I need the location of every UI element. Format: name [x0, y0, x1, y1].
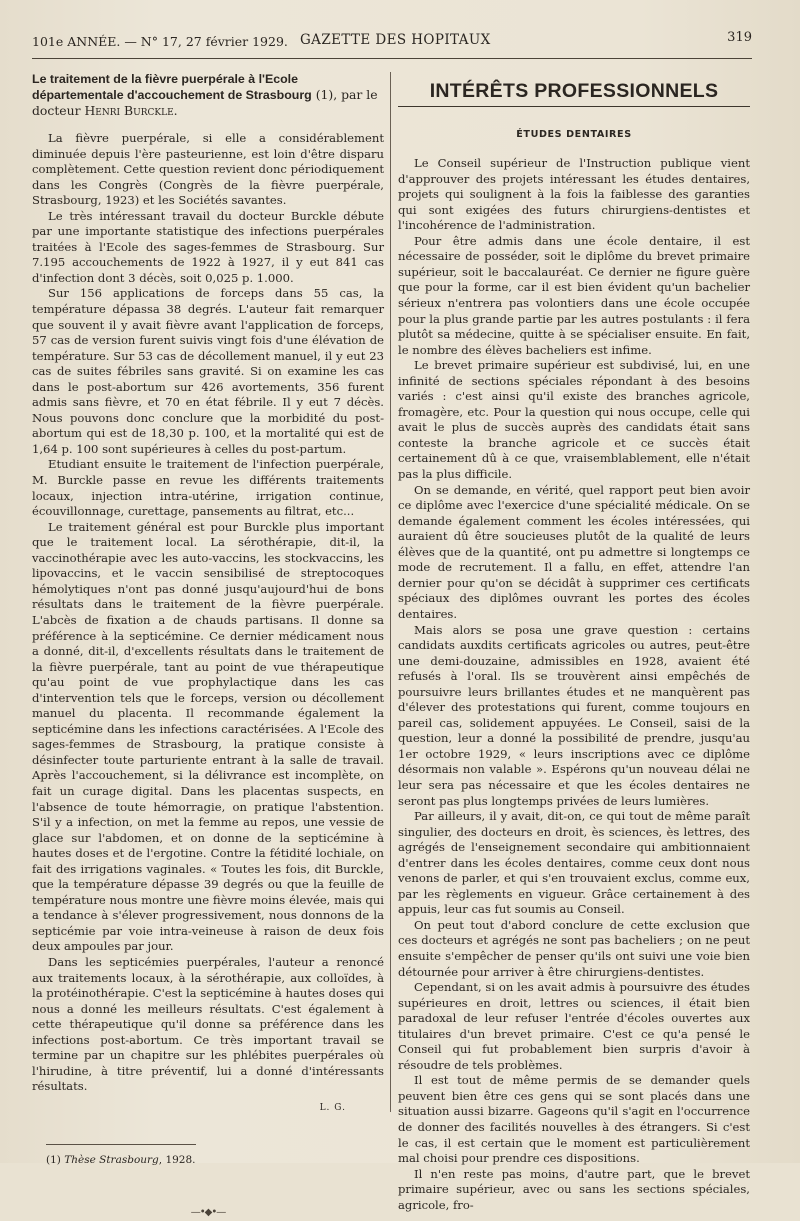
paragraph: On se demande, en vérité, quel rapport peut bien avoir ce diplôme avec l'exercice d'une spécialité médicale. On se demande également comment les écoles intéressées, qui auraient dû être soucieuses plutôt de la qualité de leurs élèves que de la quantité, ont pu admettre si longtemps ce mode de recrutement. Il a fallu, en effet, attendre l'an dernier pour qu'on se décidât à supprimer ces certificats spéciaux des diplômes ouvrant les portes des écoles dentaires.: [398, 482, 750, 621]
column-divider: [390, 72, 391, 1112]
paragraph: Mais alors se posa une grave question : certains candidats auxdits certificats agricoles ou autres, peut-être une demi-douzaine, admissibles en 1928, avaient été refusés à l'oral. Ils se trouvèrent ainsi empêchés de poursuivre leurs brillantes études et ne manquèrent pas d'élever des protestations qui furent, comme toujours en pareil cas, solidement appuyées. Le Conseil, saisi de la question, leur a donné la possibilité de prendre, jusqu'au 1er octobre 1929, « leurs inscriptions avec ce diplôme désormais non valable ». Espérons qu'un nouveau délai ne leur sera pas nécessaire et que les écoles dentaires ne seront pas plus longtemps privées de leurs lumières.: [398, 622, 750, 808]
paragraph: Etudiant ensuite le traitement de l'infection puerpérale, M. Burckle passe en revue les différents traitements locaux, injection intra-utérine, irrigation continue, écouvillonnage, curettage, pansements au filtrat, etc...: [32, 457, 384, 519]
paragraph: Le traitement général est pour Burckle plus important que le traitement local. La sérothérapie, dit-il, la vaccinothérapie avec les auto-vaccins, les stockvaccins, les lipovaccins, et le vaccin sensibilisé de streptocoques hémolytiques n'ont pas donné jusqu'aujourd'hui de bons résultats dans le traitement de la fièvre puerpérale. L'abcès de fixation a de chauds partisans. Il donne sa préférence à la septicémine. Ce dernier médicament nous a donné, dit-il, d'excellents résultats dans le traitement de la fièvre puerpérale, tant au point de vue thérapeutique qu'au point de vue prophylactique dans les cas d'intervention tels que le forceps, version ou décollement manuel du placenta. Il recommande également la septicémine dans les infections caractérisées. A l'Ecole des sages-femmes de Strasbourg, la pratique consiste à désinfecter toute parturiente entrant à la salle de travail. Après l'accouchement, si la délivrance est incomplète, on fait un curage digital. Dans les placentas suspects, en l'absence de toute hémorragie, on pratique l'abstention. S'il y a infection, on met la femme au repos, une vessie de glace sur l'abdomen, et on donne de la septicémine à hautes doses et de l'ergotine. Contre la fétidité lochiale, on fait des irrigations vaginales. « Toutes les fois, dit Burckle, que la température dépasse 39 degrés ou que la feuille de température nous montre une fièvre moins élevée, mais qui a tendance à s'élever progressivement, nous donnons de la septicémie par voie intra-veineuse à raison de deux fois deux ampoules par jour.: [32, 519, 384, 954]
paragraph: Il n'en reste pas moins, d'autre part, que le brevet primaire supérieur, avec ou sans les sections spéciales, agricole, fro-: [398, 1166, 750, 1212]
page-number: 319: [727, 30, 752, 45]
subsection-title: ÉTUDES DENTAIRES: [516, 128, 632, 140]
paragraph: Le brevet primaire supérieur est subdivisé, lui, en une infinité de sections spéciales répondant à des besoins variés : c'est ainsi qu'il existe des branches agricole, fromagère, etc. Pour la question qui nous occupe, celle qui avait le plus de succès auprès des candidats était sans conteste la branche agricole et ce succès était certainement dû à ce que, vraisemblablement, elle n'était pas la plus difficile.: [398, 358, 750, 482]
paragraph: Le très intéressant travail du docteur Burckle débute par une importante statistique des infections puerpérales traitées à l'Ecole des sages-femmes de Strasbourg. Sur 7.195 accouchements de 1922 à 1927, il y eut 841 cas d'infection dont 3 décès, soit 0,025 p. 1.000.: [32, 208, 384, 285]
right-column: [398, 80, 750, 1213]
footnote-number: (1): [46, 1154, 65, 1167]
section-title: INTÉRÊTS PROFESSIONNELS: [398, 84, 750, 107]
paragraph: On peut tout d'abord conclure de cette exclusion que ces docteurs et agrégés ne sont pas bacheliers ; on ne peut ensuite s'empêcher de penser qu'ils ont suivi une voie bien détournée pour arriver à être chirurgiens-dentistes.: [398, 917, 750, 979]
header-rule: [32, 58, 752, 59]
paragraph: Il est tout de même permis de se demander quels peuvent bien être ces gens qui se sont placés dans une situation aussi bizarre. Gageons qu'il s'agit en l'occurrence de donner des facilités nouvelles à des étrangers. Si c'est le cas, il est certain que le moment est particulièrement mal choisi pour prendre ces dispositions.: [398, 1073, 750, 1166]
issue-info: 101e ANNÉE. — N° 17, 27 février 1929.: [32, 34, 288, 49]
article-author: Henri Burckle.: [84, 103, 178, 118]
article-title-note: (1), par le docteur: [32, 87, 378, 118]
footnote-rest: , 1928.: [158, 1154, 196, 1167]
paragraph: Le Conseil supérieur de l'Instruction publique vient d'approuver des projets intéressant les études dentaires, projets qui soulignent à la fois la faiblesse des garanties qui sont exigées des futurs chirurgiens-dentistes et l'incohérence de l'administration.: [398, 156, 750, 233]
article-title: [32, 72, 384, 119]
paragraph: Sur 156 applications de forceps dans 55 cas, la température dépassa 38 degrés. L'auteur fait remarquer que souvent il y avait fièvre avant l'application de forceps, 57 cas de version furent suivis vingt fois d'une élévation de température. Sur 53 cas de décollement manuel, il y eut 23 cas de suites fébriles sans gravité. Si on examine les cas dans le post-abortum sur 426 avortements, 356 furent admis sans fièvre, et 70 en état fébrile. Il y eut 7 décès. Nous pouvons donc conclure que la morbidité du post-abortum qui est de 18,30 p. 100, et la mortalité qui est de 1,64 p. 100 sont supérieures à celles du post-partum.: [32, 286, 384, 456]
paragraph: Pour être admis dans une école dentaire, il est nécessaire de posséder, soit le diplôme du brevet primaire supérieur, soit le baccalauréat. Ce dernier ne figure guère que pour la forme, car il est bien évident qu'un bachelier sérieux n'entrera pas volontiers dans une école occupée pour la plus grande partie par les autres postulants : il fera plutôt sa médecine, quitte à se spécialiser ensuite. En fait, le nombre des élèves bacheliers est infime.: [398, 233, 750, 357]
article-title-text: Le traitement de la fièvre puerpérale à l'Ecole départementale d'accouchement de Strasbourg: [32, 72, 312, 102]
running-header: [32, 30, 752, 52]
end-ornament: —•◆•—: [190, 1207, 226, 1218]
article-signature: L. G.: [319, 1102, 346, 1113]
paragraph: La fièvre puerpérale, si elle a considérablement diminuée depuis l'ère pasteurienne, est loin d'être disparu complètement. Cette question revient donc périodiquement dans les Congrès (Congrès de la fièvre puerpérale, Strasbourg, 1923) et les Sociétés savantes.: [32, 131, 384, 208]
left-column: [32, 72, 384, 1221]
paragraph: Par ailleurs, il y avait, dit-on, ce qui tout de même paraît singulier, des docteurs en droit, ès sciences, ès lettres, des agrégés de l'enseignement secondaire qui ambitionnaient d'entrer dans les écoles dentaires, comme ceux dont nous venons de parler, et qui s'en trouvaient exclus, comme eux, par les règlements en vigueur. Grâce certainement à des appuis, leur cas fut soumis au Conseil.: [398, 809, 750, 917]
footnote-rule: [46, 1144, 196, 1145]
paragraph: Cependant, si on les avait admis à poursuivre des études supérieures en droit, lettres ou sciences, il était bien paradoxal de leur refuser l'entrée d'écoles ouvertes aux titulaires d'un brevet primaire. C'est ce qu'a pensé le Conseil qui fut probablement bien surpris d'avoir à résoudre de tels problèmes.: [398, 980, 750, 1072]
footnote-title: Thèse Strasbourg: [64, 1154, 159, 1167]
footnote: [46, 1153, 384, 1169]
paragraph: Dans les septicémies puerpérales, l'auteur a renoncé aux traitements locaux, à la sérothérapie, aux colloïdes, à la protéinothérapie. C'est la septicémine à hautes doses qui nous a donné les meilleurs résultats. C'est également à cette thérapeutique qu'il donne sa préférence dans les infections post-abortum. Ce très important travail se termine par un chapitre sur les phlébites puerpérales où l'hirudine, à titre préventif, lui a donné d'intéressants résultats.: [32, 954, 384, 1094]
journal-name: GAZETTE DES HOPITAUX: [300, 32, 491, 48]
